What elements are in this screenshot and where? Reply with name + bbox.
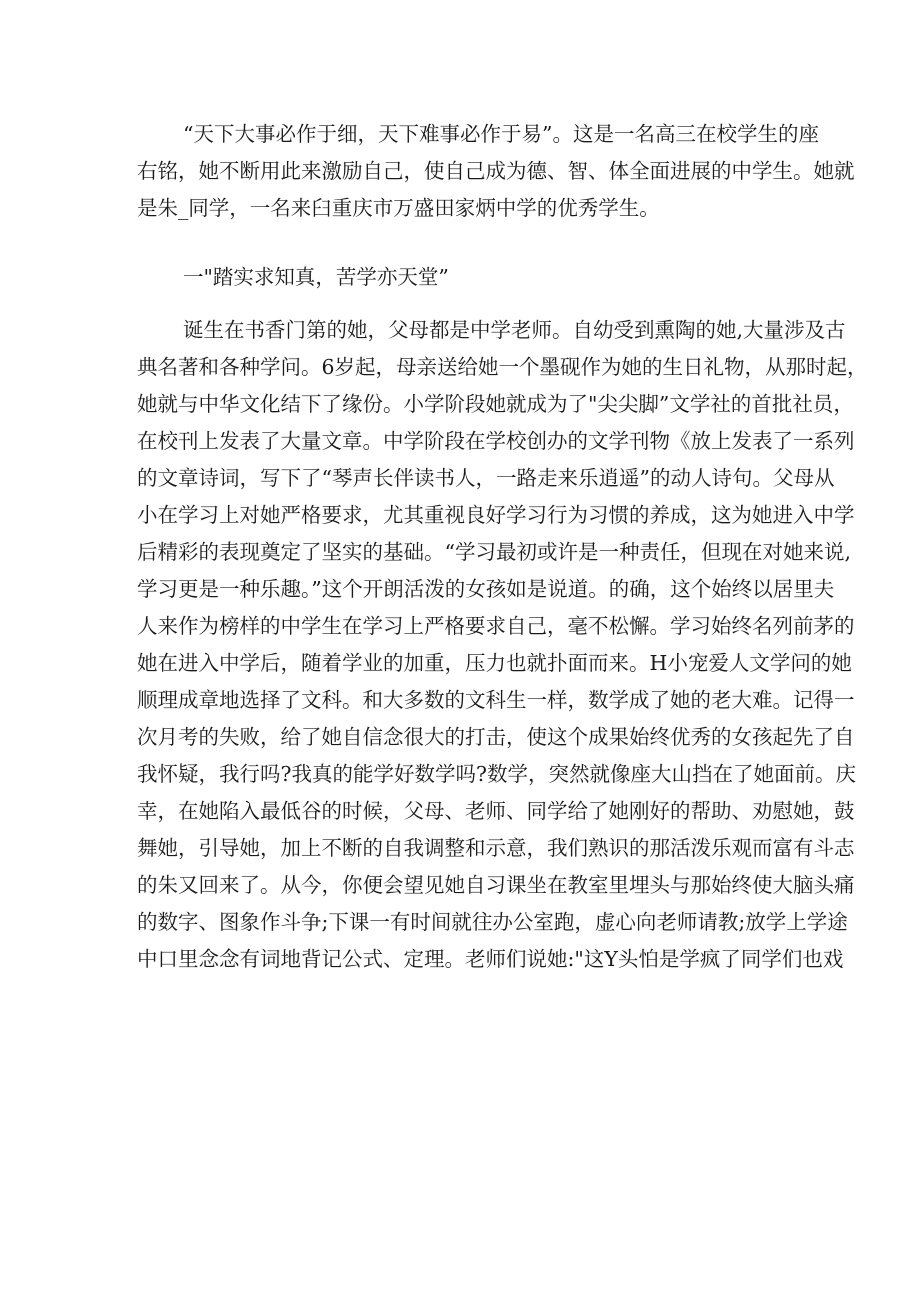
text-line: “天下大事必作于细，天下难事必作于易”。这是一名高三在校学生的座 — [183, 122, 819, 146]
text-line: 的数字、图象作斗争;下课一有时间就往办公室跑，虚心向老师请教;放学上学途 — [137, 910, 848, 934]
text-line: 她在进入中学后，随着学业的加重，压力也就扑面而来。H小宠爱人文学问的她 — [137, 651, 852, 675]
text-line: 右铭，她不断用此来激励自己，使自己成为德、智、体全面进展的中学生。她就 — [137, 159, 855, 183]
text-line: 典名著和各种学问。6岁起，母亲送给她一个墨砚作为她的生日礼物，从那时起， — [137, 355, 868, 379]
text-line: 学习更是一种乐趣。”这个开朗活泼的女孩如是说道。的确，这个始终以居里夫 — [137, 577, 835, 601]
text-line: 中口里念念有词地背记公式、定理。老师们说她:"这Y头怕是学疯了同学们也戏 — [137, 947, 844, 971]
body-paragraph — [137, 312, 868, 978]
text-line: 舞她，引导她，加上不断的自我调整和示意，我们熟识的那活泼乐观而富有斗志 — [137, 836, 855, 860]
intro-paragraph — [137, 116, 855, 227]
text-line: 诞生在书香门第的她，父母都是中学老师。自幼受到熏陶的她,大量涉及古 — [183, 318, 846, 342]
text-line: 的朱又回来了。从今，你便会望见她自习课坐在教室里埋头与那始终使大脑头痛 — [137, 873, 855, 897]
text-line: 幸，在她陷入最低谷的时候，父母、老师、同学给了她刚好的帮助、劝慰她，鼓 — [137, 799, 855, 823]
text-line: 人来作为榜样的中学生在学习上严格要求自己，毫不松懈。学习始终名列前茅的 — [137, 614, 855, 638]
text-line: 她就与中华文化结下了缘份。小学阶段她就成为了"尖尖脚”文学社的首批社员， — [137, 392, 854, 416]
section-heading-text: 一"踏实求知真，苦学亦天堂” — [183, 265, 449, 289]
text-line: 顺理成章地选择了文科。和大多数的文科生一样，数学成了她的老大难。记得一 — [137, 688, 855, 712]
text-line: 后精彩的表现奠定了坚实的基础。“学习最初或许是一种责任，但现在对她来说, — [137, 540, 851, 564]
text-line: 我怀疑，我行吗?我真的能学好数学吗?数学，突然就像座大山挡在了她面前。庆 — [137, 762, 856, 786]
section-heading — [137, 259, 783, 296]
text-line: 的文章诗词，写下了“琴声长伴读书人，一路走来乐逍遥”的动人诗句。父母从 — [137, 466, 835, 490]
text-line: 在校刊上发表了大量文章。中学阶段在学校创办的文学刊物《放上发表了一系列 — [137, 429, 855, 453]
text-line: 是朱_同学，一名来臼重庆市万盛田家炳中学的优秀学生。 — [137, 196, 660, 220]
text-line: 小在学习上对她严格要求，尤其重视良好学习行为习惯的养成，这为她进入中学 — [137, 503, 855, 527]
text-line: 次月考的失败，给了她自信念很大的打击，使这个成果始终优秀的女孩起先了自 — [137, 725, 855, 749]
